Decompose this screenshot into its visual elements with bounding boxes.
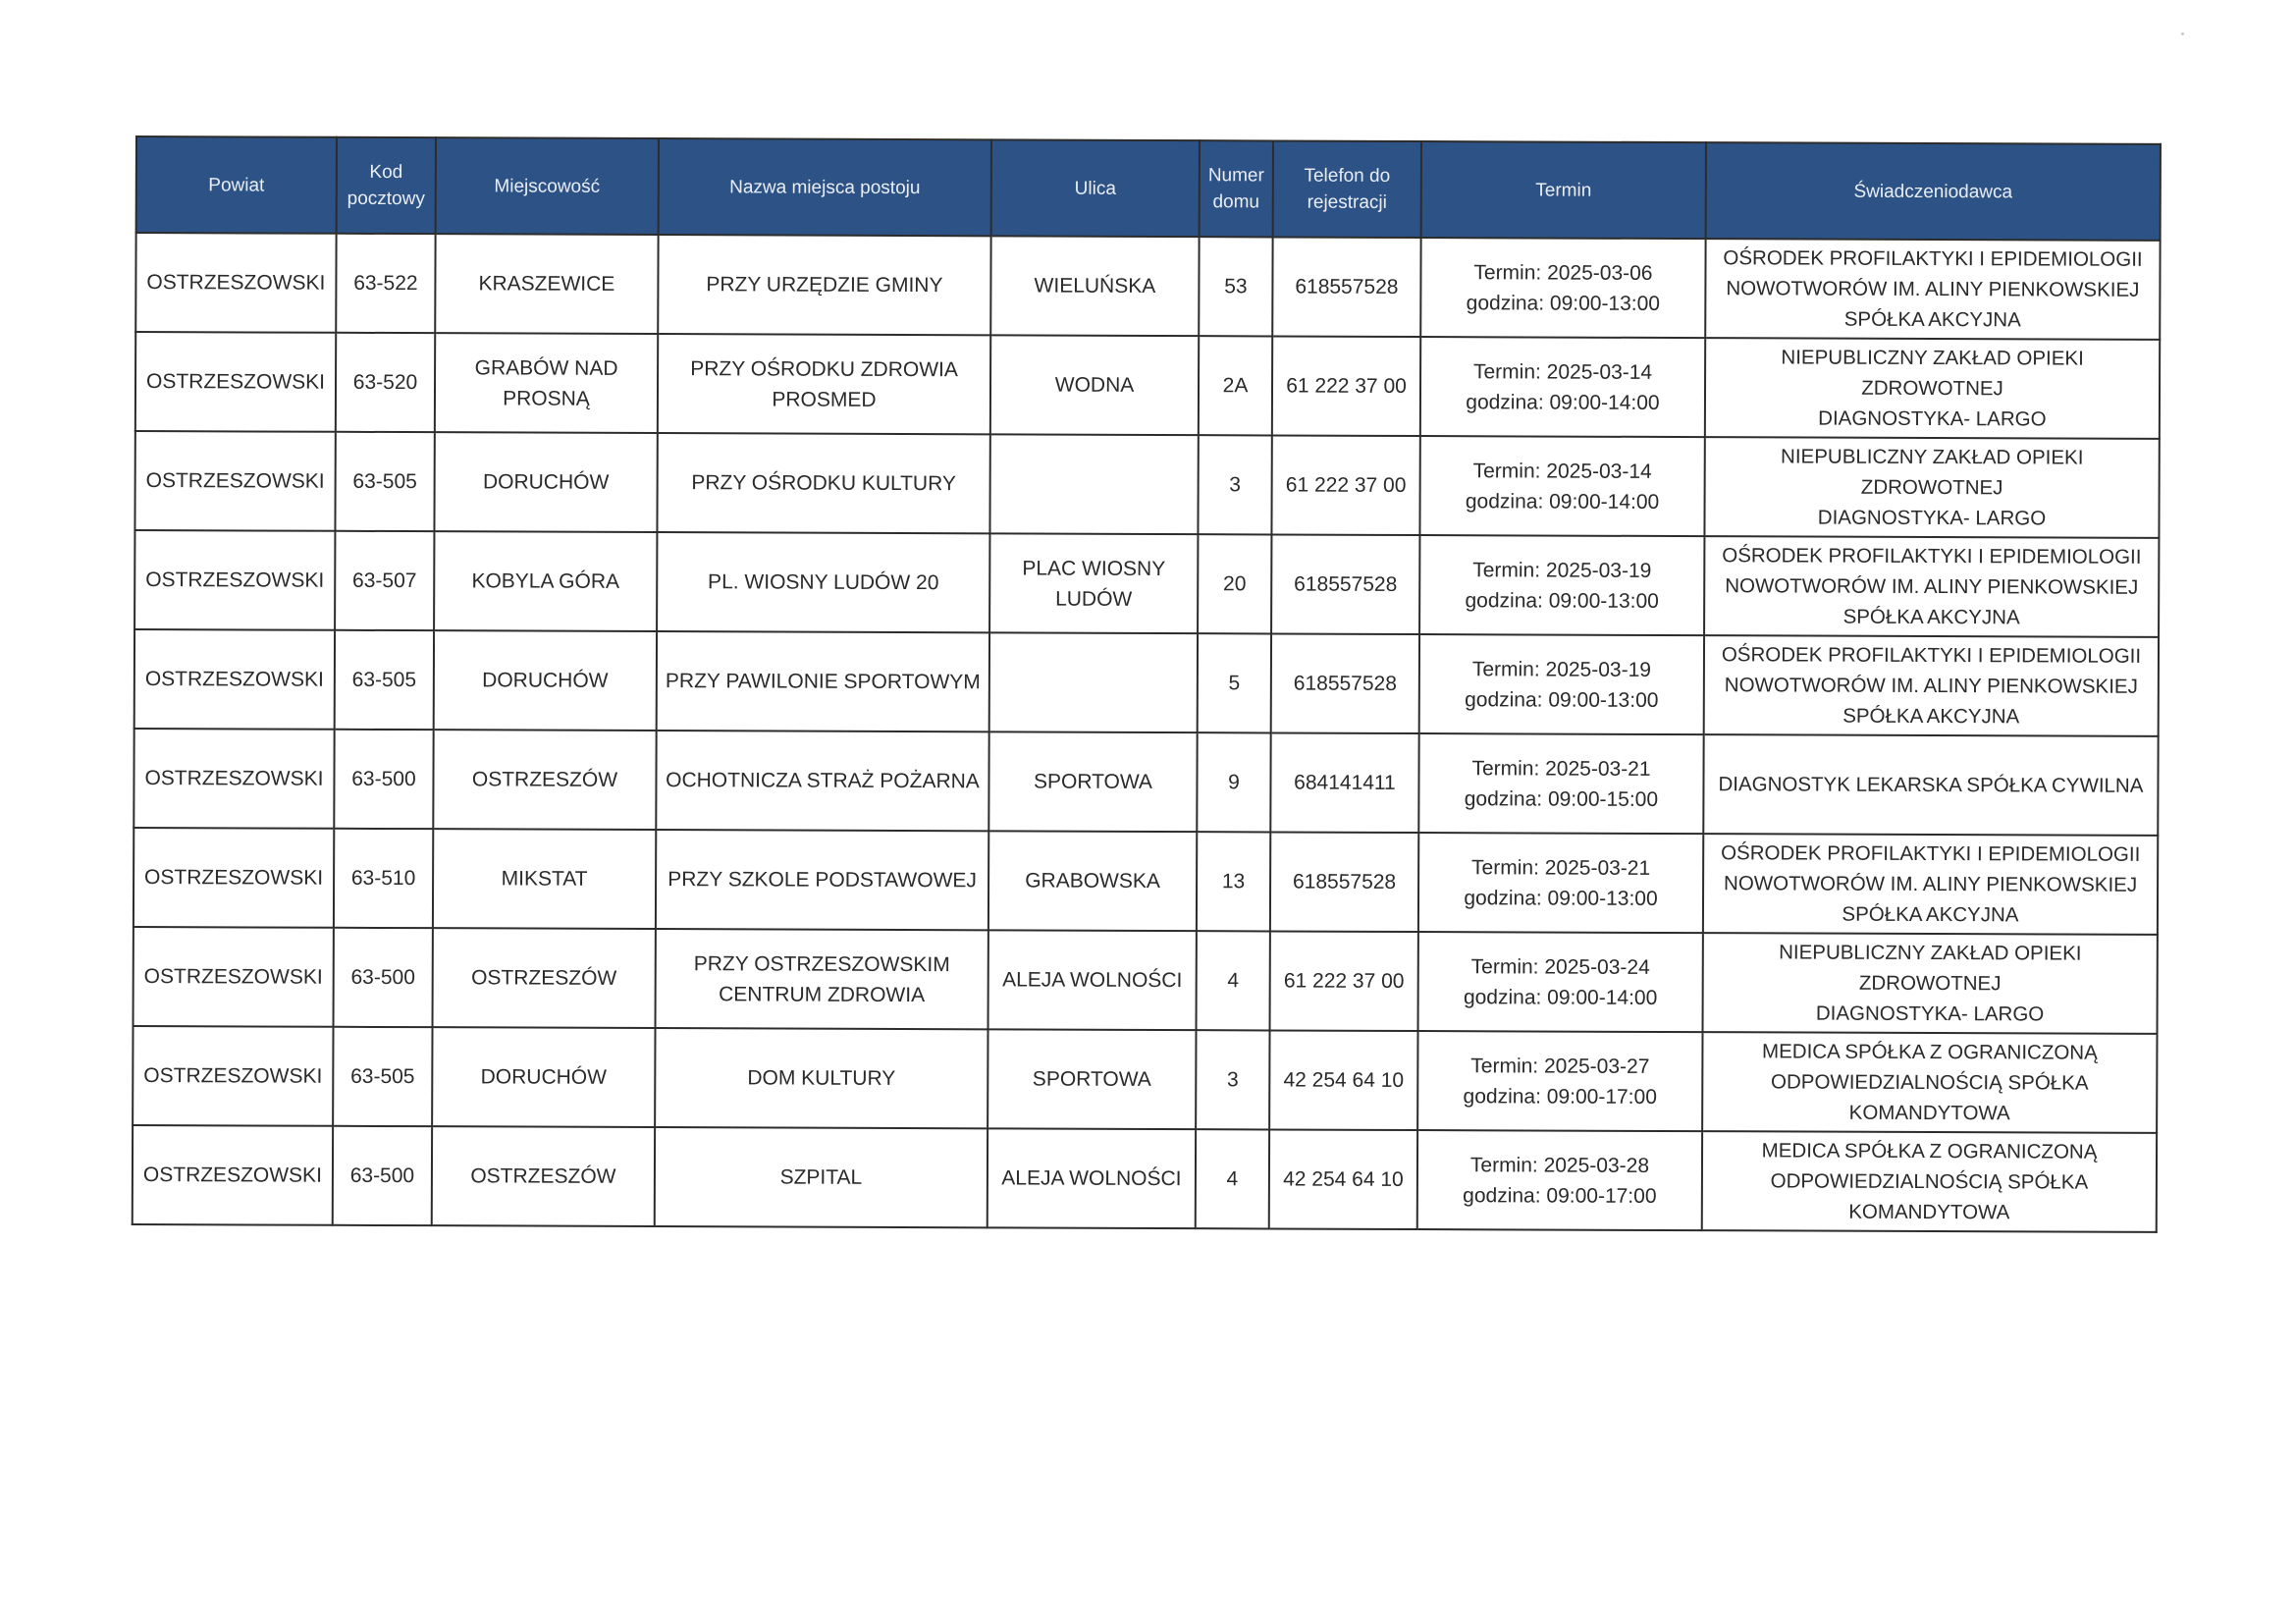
column-header-numer <box>1200 140 1273 237</box>
cell-termin <box>1419 436 1704 536</box>
cell-termin-line: Termin: 2025-03-06 <box>1473 260 1653 285</box>
cell-swiadczeniodawca-line: NOWOTWORÓW IM. ALINY PIENKOWSKIEJ <box>1726 277 2140 301</box>
cell-nazwa <box>655 1028 988 1128</box>
cell-swiadczeniodawca-line: ODPOWIEDZIALNOŚCIĄ SPÓŁKA <box>1770 1169 2089 1194</box>
cell-swiadczeniodawca-line: MEDICA SPÓŁKA Z OGRANICZONĄ <box>1762 1040 2098 1064</box>
column-header-termin <box>1421 141 1706 239</box>
column-header-telefon-line: rejestracji <box>1307 191 1387 213</box>
cell-telefon: 42 254 64 10 <box>1269 1030 1417 1130</box>
cell-swiadczeniodawca-line: SPÓŁKA AKCYJNA <box>1842 902 2019 927</box>
cell-swiadczeniodawca-line: OŚRODEK PROFILAKTYKI I EPIDEMIOLOGII <box>1721 841 2141 866</box>
scan-speck <box>2181 32 2184 35</box>
cell-termin-line: godzina: 09:00-14:00 <box>1463 985 1658 1009</box>
cell-ulica-line: WODNA <box>1054 373 1135 397</box>
cell-termin-line: Termin: 2025-03-19 <box>1471 657 1652 681</box>
cell-termin-line: Termin: 2025-03-21 <box>1471 855 1651 880</box>
table-body <box>133 233 2161 1232</box>
cell-swiadczeniodawca-line: SPÓŁKA AKCYJNA <box>1842 704 2020 729</box>
cell-kod: 63-505 <box>335 630 434 730</box>
column-header-numer-line: domu <box>1212 191 1260 213</box>
cell-termin-line: Termin: 2025-03-19 <box>1472 558 1652 582</box>
cell-powiat: OSTRZESZOWSKI <box>134 530 335 630</box>
cell-miejscowosc-line: GRABÓW NAD <box>474 355 618 380</box>
cell-powiat: OSTRZESZOWSKI <box>135 233 336 333</box>
column-header-ulica-line: Ulica <box>1074 178 1116 199</box>
cell-ulica-line: LUDÓW <box>1055 587 1133 611</box>
cell-swiadczeniodawca <box>1704 437 2159 538</box>
cell-nazwa-line: PRZY OSTRZESZOWSKIM <box>693 951 950 976</box>
cell-numer: 5 <box>1198 633 1271 732</box>
cell-numer: 13 <box>1197 832 1270 931</box>
cell-telefon: 684141411 <box>1270 732 1418 833</box>
cell-miejscowosc-line: OSTRZESZÓW <box>471 768 618 791</box>
cell-telefon: 618557528 <box>1271 633 1419 733</box>
cell-termin <box>1419 535 1704 635</box>
cell-numer: 4 <box>1196 1129 1269 1228</box>
schedule-sheet <box>132 135 2160 1233</box>
cell-numer: 4 <box>1197 931 1270 1030</box>
cell-termin <box>1418 932 1703 1032</box>
cell-ulica-line: WIELUŃSKA <box>1034 274 1156 298</box>
cell-swiadczeniodawca-line: NOWOTWORÓW IM. ALINY PIENKOWSKIEJ <box>1724 674 2138 698</box>
cell-swiadczeniodawca <box>1703 933 2158 1034</box>
table-header-row <box>136 136 2161 241</box>
cell-miejscowosc-line: PROSNĄ <box>503 386 590 410</box>
cell-kod: 63-505 <box>335 432 434 531</box>
cell-swiadczeniodawca-line: MEDICA SPÓŁKA Z OGRANICZONĄ <box>1761 1139 2098 1164</box>
cell-swiadczeniodawca-line: SPÓŁKA AKCYJNA <box>1842 605 2020 629</box>
column-header-numer-line: Numer <box>1207 165 1264 187</box>
cell-termin <box>1418 833 1703 933</box>
cell-ulica <box>989 434 1198 534</box>
cell-telefon: 618557528 <box>1272 237 1420 337</box>
cell-termin-line: godzina: 09:00-15:00 <box>1464 786 1659 811</box>
cell-nazwa-line: PRZY OŚRODKU ZDROWIA <box>690 356 958 381</box>
cell-kod: 63-510 <box>334 829 433 928</box>
cell-miejscowosc <box>435 333 658 433</box>
cell-ulica <box>988 1029 1196 1129</box>
column-header-powiat-line: Powiat <box>208 174 265 196</box>
cell-termin-line: Termin: 2025-03-14 <box>1472 459 1652 483</box>
cell-nazwa-line: PRZY SZKOLE PODSTAWOWEJ <box>667 868 977 893</box>
cell-miejscowosc <box>432 1027 655 1127</box>
cell-miejscowosc <box>434 531 657 631</box>
cell-miejscowosc-line: OSTRZESZÓW <box>471 966 617 990</box>
cell-miejscowosc <box>435 234 658 334</box>
cell-ulica <box>989 533 1198 633</box>
cell-nazwa <box>658 235 990 335</box>
column-header-kod-line: pocztowy <box>347 188 425 210</box>
cell-termin-line: godzina: 09:00-17:00 <box>1463 1084 1657 1109</box>
cell-numer: 20 <box>1198 534 1271 633</box>
cell-termin <box>1420 337 1705 437</box>
cell-swiadczeniodawca <box>1703 834 2158 935</box>
table-row <box>133 1125 2157 1232</box>
cell-nazwa-line: PRZY OŚRODKU KULTURY <box>691 471 956 496</box>
cell-nazwa-line: CENTRUM ZDROWIA <box>719 982 926 1006</box>
cell-ulica-line: SPORTOWA <box>1032 1067 1151 1091</box>
cell-termin-line: Termin: 2025-03-21 <box>1471 756 1651 781</box>
column-header-termin-line: Termin <box>1535 179 1592 201</box>
column-header-nazwa-line: Nazwa miejsca postoju <box>729 176 921 198</box>
cell-powiat: OSTRZESZOWSKI <box>134 629 335 730</box>
cell-termin-line: godzina: 09:00-14:00 <box>1465 489 1660 514</box>
cell-termin <box>1420 238 1705 338</box>
cell-nazwa-line: PRZY URZĘDZIE GMINY <box>706 273 943 298</box>
cell-ulica-line: GRABOWSKA <box>1025 869 1160 893</box>
cell-swiadczeniodawca-line: DIAGNOSTYKA- LARGO <box>1815 1001 2045 1026</box>
cell-swiadczeniodawca-line: KOMANDYTOWA <box>1848 1200 2010 1224</box>
cell-nazwa <box>657 532 989 632</box>
cell-termin <box>1417 1031 1702 1131</box>
cell-kod: 63-522 <box>336 234 435 333</box>
cell-swiadczeniodawca-line: DIAGNOSTYKA- LARGO <box>1818 406 2047 431</box>
cell-nazwa-line: PL. WIOSNY LUDÓW 20 <box>708 570 939 595</box>
cell-swiadczeniodawca <box>1705 239 2160 340</box>
cell-kod: 63-500 <box>334 928 433 1027</box>
table-row <box>135 233 2160 340</box>
cell-powiat: OSTRZESZOWSKI <box>133 828 334 928</box>
table-row <box>133 729 2158 836</box>
table-row <box>133 1026 2157 1133</box>
cell-nazwa-line: SZPITAL <box>779 1165 863 1189</box>
cell-swiadczeniodawca-line: ODPOWIEDZIALNOŚCIĄ SPÓŁKA <box>1771 1070 2089 1095</box>
cell-ulica <box>988 831 1197 931</box>
column-header-kod <box>337 137 436 234</box>
cell-miejscowosc <box>433 928 656 1028</box>
cell-swiadczeniodawca-line: NIEPUBLICZNY ZAKŁAD OPIEKI ZDROWOTNEJ <box>1779 941 2082 996</box>
table-row <box>134 530 2159 637</box>
cell-powiat: OSTRZESZOWSKI <box>135 332 336 432</box>
cell-telefon: 61 222 37 00 <box>1272 336 1420 436</box>
cell-miejscowosc-line: DORUCHÓW <box>482 669 609 692</box>
column-header-kod-line: Kod <box>369 161 403 184</box>
cell-telefon: 618557528 <box>1270 832 1418 932</box>
cell-termin-line: Termin: 2025-03-14 <box>1472 359 1653 384</box>
cell-swiadczeniodawca-line: DIAGNOSTYKA- LARGO <box>1817 506 2047 530</box>
cell-termin-line: godzina: 09:00-17:00 <box>1463 1183 1657 1208</box>
cell-swiadczeniodawca-line: NIEPUBLICZNY ZAKŁAD OPIEKI ZDROWOTNEJ <box>1781 445 2084 500</box>
cell-termin <box>1418 733 1703 834</box>
cell-kod: 63-507 <box>335 531 434 630</box>
cell-termin-line: godzina: 09:00-14:00 <box>1466 390 1660 414</box>
cell-swiadczeniodawca-line: OŚRODEK PROFILAKTYKI I EPIDEMIOLOGII <box>1723 246 2143 271</box>
cell-swiadczeniodawca <box>1702 1131 2157 1232</box>
cell-swiadczeniodawca-line: OŚRODEK PROFILAKTYKI I EPIDEMIOLOGII <box>1722 544 2142 568</box>
cell-miejscowosc <box>434 630 657 731</box>
cell-swiadczeniodawca-line: SPÓŁKA AKCYJNA <box>1843 307 2021 332</box>
cell-ulica <box>988 731 1197 832</box>
cell-powiat: OSTRZESZOWSKI <box>133 1026 333 1126</box>
table-row <box>133 927 2158 1034</box>
cell-nazwa <box>656 731 988 831</box>
column-header-nazwa <box>659 138 991 236</box>
cell-telefon: 618557528 <box>1271 534 1419 634</box>
cell-kod: 63-505 <box>333 1027 432 1126</box>
table-row <box>134 431 2159 538</box>
cell-powiat: OSTRZESZOWSKI <box>133 927 334 1027</box>
cell-swiadczeniodawca <box>1703 734 2158 836</box>
cell-ulica-line: PLAC WIOSNY <box>1022 556 1166 580</box>
cell-nazwa-line: DOM KULTURY <box>747 1066 896 1090</box>
cell-nazwa <box>655 1127 988 1227</box>
cell-swiadczeniodawca-line: OŚRODEK PROFILAKTYKI I EPIDEMIOLOGII <box>1721 643 2142 668</box>
column-header-miejscowosc-line: Miejscowość <box>494 175 601 197</box>
screening-schedule-table <box>132 135 2162 1233</box>
cell-ulica <box>990 335 1199 435</box>
cell-numer: 3 <box>1198 435 1271 534</box>
cell-miejscowosc <box>434 432 657 532</box>
cell-miejscowosc-line: KRASZEWICE <box>478 272 615 296</box>
cell-numer: 9 <box>1197 732 1270 832</box>
column-header-swiadczeniodawca-line: Świadczeniodawca <box>1853 181 2013 202</box>
cell-telefon: 61 222 37 00 <box>1271 435 1419 535</box>
cell-kod: 63-520 <box>336 333 435 432</box>
cell-ulica <box>989 632 1198 732</box>
cell-ulica <box>990 236 1199 336</box>
column-header-telefon <box>1273 140 1421 238</box>
cell-nazwa <box>657 631 989 731</box>
column-header-powiat <box>136 136 337 234</box>
cell-nazwa <box>658 334 990 434</box>
cell-nazwa <box>656 830 988 930</box>
cell-nazwa <box>656 929 988 1029</box>
cell-swiadczeniodawca-line: NOWOTWORÓW IM. ALINY PIENKOWSKIEJ <box>1725 574 2139 599</box>
cell-termin <box>1417 1130 1702 1230</box>
column-header-ulica <box>991 139 1200 237</box>
cell-miejscowosc-line: DORUCHÓW <box>482 470 610 494</box>
cell-swiadczeniodawca-line: NIEPUBLICZNY ZAKŁAD OPIEKI ZDROWOTNEJ <box>1781 346 2084 401</box>
cell-swiadczeniodawca-line: DIAGNOSTYK LEKARSKA SPÓŁKA CYWILNA <box>1718 773 2144 797</box>
cell-miejscowosc-line: OSTRZESZÓW <box>470 1164 616 1188</box>
cell-kod: 63-500 <box>334 730 433 829</box>
table-row <box>135 332 2160 439</box>
column-header-miejscowosc <box>436 137 659 235</box>
cell-miejscowosc <box>433 829 656 929</box>
column-header-telefon-line: Telefon do <box>1304 165 1391 187</box>
cell-termin <box>1419 634 1704 734</box>
cell-numer: 2A <box>1199 336 1272 435</box>
table-row <box>134 629 2159 736</box>
cell-termin-line: godzina: 09:00-13:00 <box>1465 588 1659 613</box>
cell-ulica <box>988 1128 1196 1228</box>
cell-miejscowosc-line: MIKSTAT <box>501 867 588 891</box>
cell-powiat: OSTRZESZOWSKI <box>133 729 334 829</box>
cell-termin-line: godzina: 09:00-13:00 <box>1465 687 1659 712</box>
cell-nazwa-line: OCHOTNICZA STRAŻ POŻARNA <box>666 769 980 793</box>
cell-telefon: 42 254 64 10 <box>1269 1129 1417 1229</box>
cell-swiadczeniodawca <box>1702 1032 2157 1133</box>
cell-miejscowosc-line: KOBYLA GÓRA <box>471 569 620 593</box>
cell-telefon: 61 222 37 00 <box>1270 931 1418 1031</box>
cell-termin-line: Termin: 2025-03-24 <box>1470 954 1650 979</box>
cell-termin-line: Termin: 2025-03-28 <box>1469 1153 1650 1177</box>
cell-ulica-line: ALEJA WOLNOŚCI <box>1001 1166 1182 1191</box>
cell-nazwa-line: PROSMED <box>772 387 877 411</box>
cell-powiat: OSTRZESZOWSKI <box>134 431 335 531</box>
cell-miejscowosc-line: DORUCHÓW <box>480 1065 608 1089</box>
cell-kod: 63-500 <box>333 1126 432 1225</box>
cell-nazwa <box>657 433 989 533</box>
column-header-swiadczeniodawca <box>1706 142 2161 241</box>
cell-nazwa-line: PRZY PAWILONIE SPORTOWYM <box>665 670 981 694</box>
cell-termin-line: Termin: 2025-03-27 <box>1470 1054 1650 1078</box>
cell-swiadczeniodawca-line: NOWOTWORÓW IM. ALINY PIENKOWSKIEJ <box>1724 872 2138 896</box>
cell-termin-line: godzina: 09:00-13:00 <box>1464 886 1658 910</box>
cell-swiadczeniodawca <box>1705 338 2160 439</box>
cell-miejscowosc <box>432 1126 655 1226</box>
cell-swiadczeniodawca-line: KOMANDYTOWA <box>1848 1101 2010 1125</box>
cell-swiadczeniodawca <box>1704 536 2159 637</box>
cell-ulica-line: SPORTOWA <box>1033 770 1153 793</box>
cell-miejscowosc <box>433 730 656 830</box>
cell-ulica-line: ALEJA WOLNOŚCI <box>1002 968 1183 993</box>
cell-ulica <box>988 930 1197 1030</box>
table-row <box>133 828 2158 935</box>
cell-numer: 53 <box>1199 237 1272 336</box>
cell-powiat: OSTRZESZOWSKI <box>133 1125 333 1225</box>
cell-termin-line: godzina: 09:00-13:00 <box>1466 291 1661 315</box>
cell-swiadczeniodawca <box>1704 635 2159 736</box>
cell-numer: 3 <box>1196 1030 1269 1129</box>
